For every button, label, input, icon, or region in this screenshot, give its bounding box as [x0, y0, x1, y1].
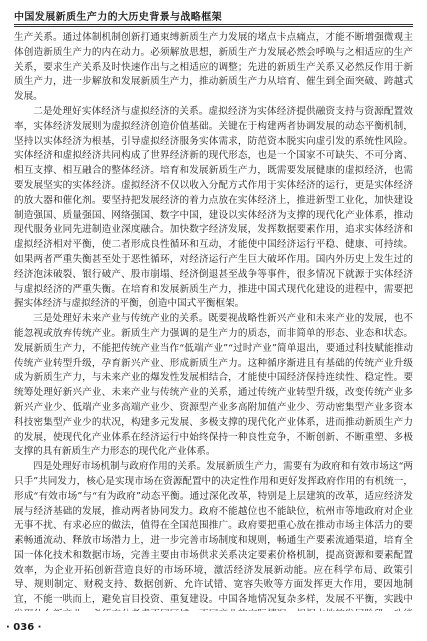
paragraph: 四是处理好市场机制与政府作用的关系。发展新质生产力，需要有为政府和有效市场这“两只手”共同发力，核心是实现市场在资源配置中的决定性作用和更好发挥政府作用的有机统一，形成“有效市场”与“有为政府”动态平衡。通过深化改革，特别是上层建筑的改革，适应经济发展与经济基础的发展，推动两者协同发力。政府不能越位也不能缺位，杭州市等地政府对企业无事不扰、有求必应的做法，值得在全国范围推广。政府要把重心放在推动市场主体活力的要素畅通流动、释放市场潜力上，进一步完善市场制度和规则，畅通生产要素流通渠道，培育全国一体化技术和数据市场，完善主要由市场供求关系决定要素价格机制，提高资源和要素配置效率，为企业开拓创新营造良好的市场环境，激活经济发展新动能。应在科学布局、政策引导、规则制定、财税支持、数据创新、允许试错、宽容失败等方面发挥更大作用，要因地制宜，不能一哄而上，避免盲目投资、重复建设。中国各地情况复杂多样，发展不平衡，实践中 [14, 461, 413, 606]
header-rule-double [14, 26, 413, 27]
paragraph: 三是处理好未来产业与传统产业的关系。既要视战略性新兴产业和未来产业的发展，也不能忽视或放弃传统产业。新质生产力强调的是生产力的质态，而非简单的形态、业态和状态。发展新质生产力，不能把传统产业当作“低端产业”“过时产业”简单退出，要通过科技赋能推动传统产业转型升级，孕育新兴产业、形成新质生产力。这种循序渐进且有基础的传统产业升级成为新质生产力，与未来产业的爆发性发展相结合，才能使中国经济保持连续性、稳定性。要统筹处理好新兴产业、未来产业与传统产业的关系，通过传统产业转型升级，改变传统产业多新兴产业少、低端产业多高端产业少、资源型产业多高附加值产业少、劳动密集型产业多资本科技密集型产业少的状况，构建多元发展、多极支撑的现代化产业体系，进而推动新质生产力的发展，使现代化产业体系在经济运行中始终保持一种良性竞争，不断创新、不断重塑、多极支撑的具有新质生产力形态的现代化产业体系。 [14, 313, 413, 458]
page-number: · 036 · [6, 622, 42, 633]
header-rule [14, 24, 413, 25]
paragraph: 二是处理好实体经济与虚拟经济的关系。虚拟经济为实体经济提供融资支持与资源配置效率，实体经济发展则为虚拟经济创造价值基础。关键在于构建两者协调发展的动态平衡机制，坚持以实体经济为根基，引导虚拟经济服务实体需求，防范资本脱实向虚引发的系统性风险。实体经济和虚拟经济共同构成了世界经济新的现代形态，也是一个国家不可缺失、不可分离、相互支撑、相互融合的整体经济。培育和发展新质生产力，既需要发展健康的虚拟经济，也需要发展坚实的实体经济。虚拟经济不仅以收入分配方式作用于实体经济的运行，更是实体经济的放大器和催化剂。要坚持把发展经济的着力点放在实体经济上，推进新型工业化，加快建设制造强国、质量强国、网络强国、数字中国，建设以实体经济为支撑的现代化产业体系，推动现代服务业同先进制造业深度融合。加快数字经济发展，发挥数据要素作用，追求实体经济和虚拟经济相对平衡，使二者形成良性循环和互动，才能使中国经济运行平稳、健康、可持续。如果两者严重失衡甚至处于恶性循环，对经济运行产生巨大破坏作用。国内外历史上发生过的经济泡沫破裂、银行破产、股市崩塌、经济倒退甚至战争等事件，很多情况下就源于实体经济与虚拟经济的严重失衡。在培育和发展新质生产力，推进中国式现代化建设的进程中，需要把握实体经济与虚拟经济的平衡，创造中国式平衡框架。 [14, 105, 413, 310]
body-text [14, 31, 413, 611]
paragraph: 生产关系。通过体制机制创新打通束缚新质生产力发展的堵点卡点痛点，才能不断增强微观主体创造新质生产力的内在动力。必须解放思想，新质生产力发展必然会呼唤与之相适应的生产关系，要求生产关系及时快速作出与之相适应的调整；先进的新质生产关系又必然反作用于新质生产力，进一步解放和发展新质生产力，推动新质生产力从培育、催生到全面突破、跨越式发展。 [14, 32, 413, 103]
running-head: 中国发展新质生产力的大历史背景与战略框架 [14, 12, 222, 23]
